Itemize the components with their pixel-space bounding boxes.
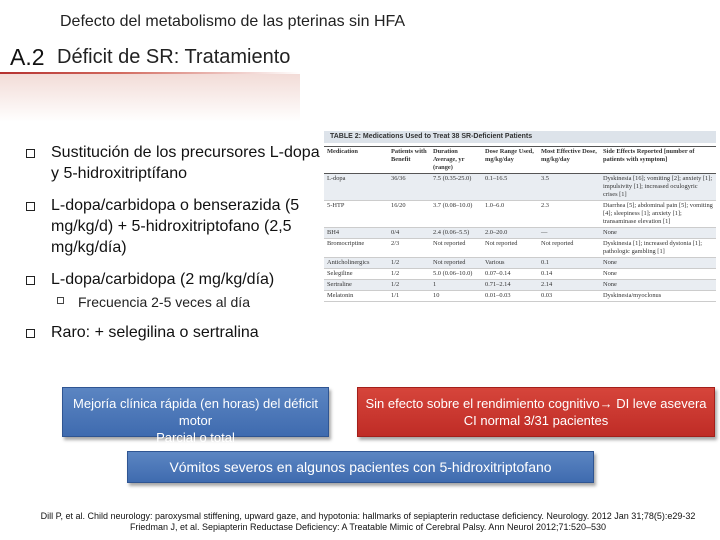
table-cell: Bromocriptine [324, 239, 388, 258]
references [38, 511, 698, 540]
bullet-item [26, 269, 326, 290]
table-cell: Anticholinergics [324, 258, 388, 269]
callout-cognitive-effect [357, 387, 715, 437]
bullet-text: Raro: + selegilina o sertralina [51, 324, 259, 341]
table-cell: Not reported [430, 258, 482, 269]
table-cell: L-dopa [324, 174, 388, 201]
table-cell: Selegiline [324, 269, 388, 280]
table-cell: Melatonin [324, 291, 388, 302]
table-cell: Dyskinesia/myoclonus [600, 291, 716, 302]
table-caption: TABLE 2: Medications Used to Treat 38 SR-Deficient Patients [324, 131, 716, 143]
bullet-item [26, 142, 326, 184]
table-cell: 1/2 [388, 269, 430, 280]
bullet-text: Sustitución de los precursores L-dopa y 5-hidroxitriptífano [51, 144, 320, 182]
table-row [324, 291, 716, 302]
table-row [324, 174, 716, 201]
table-cell: 0.14 [538, 269, 600, 280]
square-bullet-icon [26, 202, 35, 211]
table-row [324, 280, 716, 291]
bullet-item [26, 322, 326, 343]
table-cell: 3.7 (0.08–10.0) [430, 201, 482, 228]
sub-bullet-text: Frecuencia 2-5 veces al día [78, 294, 250, 310]
table-cell: — [538, 228, 600, 239]
table-header-cell: Patients with Benefit [388, 147, 430, 174]
table-cell: 5.0 (0.06–10.0) [430, 269, 482, 280]
table-cell: Dyskinesia [16]; vomiting [2]; anxiety [1]; impulsivity [1]; increased oculogyric crises [1] [600, 174, 716, 201]
table-cell: 0.03 [538, 291, 600, 302]
reference-item: Dill P, et al. Child neurology: paroxysmal stiffening, upward gaze, and hypotonia: hallmarks of sepiapterin reductase deficiency. Neurology. 2012 Jan 31;78(5):e29-32 [40, 511, 696, 521]
table-cell: None [600, 269, 716, 280]
table-cell: 1 [430, 280, 482, 291]
page-title: Déficit de SR: Tratamiento [57, 46, 291, 68]
table-cell: 1.0–6.0 [482, 201, 538, 228]
square-bullet-icon [26, 276, 35, 285]
table-cell: Not reported [538, 239, 600, 258]
medications-table [324, 146, 716, 302]
table-cell: 0/4 [388, 228, 430, 239]
slide-header-title: Defecto del metabolismo de las pterinas sin HFA [60, 13, 406, 30]
table-cell: 0.71–2.14 [482, 280, 538, 291]
table-header-cell: Duration Average, yr (range) [430, 147, 482, 174]
table-cell: BH4 [324, 228, 388, 239]
table-cell: 5-HTP [324, 201, 388, 228]
table-cell: 1/2 [388, 280, 430, 291]
callout-text: Sin efecto sobre el rendimiento cognitivo→ DI leve asevera [365, 396, 707, 411]
table-header-cell: Most Effective Dose, mg/kg/day [538, 147, 600, 174]
bullet-text: L-dopa/carbidopa o benserazida (5 mg/kg/d) + 5-hidroxitriptofano (2,5 mg/kg/día) [51, 197, 300, 256]
table-row [324, 201, 716, 228]
table-cell: 0.07–0.14 [482, 269, 538, 280]
table-cell: None [600, 258, 716, 269]
table-cell: 2.14 [538, 280, 600, 291]
table-header-cell: Side Effects Reported [number of patients with symptom] [600, 147, 716, 174]
table-cell: Various [482, 258, 538, 269]
table-row [324, 269, 716, 280]
sub-bullet-item [26, 292, 326, 313]
table-cell: 2/3 [388, 239, 430, 258]
table-cell: Not reported [430, 239, 482, 258]
table-cell: Sertraline [324, 280, 388, 291]
table-cell: None [600, 228, 716, 239]
table-cell: 7.5 (0.35-25.0) [430, 174, 482, 201]
table-row [324, 228, 716, 239]
reference-item: Friedman J, et al. Sepiapterin Reductase Deficiency: A Treatable Mimic of Cerebral Palsy. Ann Neurol 2012;71:520–530 [129, 522, 607, 532]
table-cell: 0.1–16.5 [482, 174, 538, 201]
table-row [324, 258, 716, 269]
table-cell: 1/1 [388, 291, 430, 302]
callout-text: Mejoría clínica rápida (en horas) del déficit motor [73, 396, 318, 428]
table-cell: 0.1 [538, 258, 600, 269]
section-number: A.2 [10, 44, 45, 70]
table-cell: 36/36 [388, 174, 430, 201]
callout-text: Parcial o total [156, 430, 235, 445]
square-bullet-icon [26, 329, 35, 338]
bullet-text: L-dopa/carbidopa (2 mg/kg/día) [51, 271, 275, 288]
medications-table-image [322, 128, 718, 359]
table-cell: 2.0–20.0 [482, 228, 538, 239]
table-cell: 2.3 [538, 201, 600, 228]
callout-text: CI normal 3/31 pacientes [463, 413, 609, 428]
bullet-item [26, 195, 326, 258]
table-row [324, 239, 716, 258]
table-cell: 1/2 [388, 258, 430, 269]
table-cell: None [600, 280, 716, 291]
table-cell: Not reported [482, 239, 538, 258]
table-cell: 10 [430, 291, 482, 302]
table-cell: Diarrhea [5]; abdominal pain [5]; vomiting [4]; sleepiness [1]; anxiety [1]; transaminase elevation [1] [600, 201, 716, 228]
table-header-row [324, 147, 716, 174]
table-cell: 0.01–0.03 [482, 291, 538, 302]
table-header-cell: Medication [324, 147, 388, 174]
callout-vomiting: Vómitos severos en algunos pacientes con 5-hidroxitriptofano [127, 451, 594, 483]
table-cell: 16/20 [388, 201, 430, 228]
table-cell: Dyskinesia [1]; increased dystonia [1]; pathologic gambling [1] [600, 239, 716, 258]
table-header-cell: Dose Range Used, mg/kg/day [482, 147, 538, 174]
table-cell: 2.4 (0.06–5.5) [430, 228, 482, 239]
callout-motor-improvement [62, 387, 329, 445]
square-bullet-icon [57, 297, 64, 304]
header-shade [0, 74, 300, 122]
square-bullet-icon [26, 149, 35, 158]
bullet-list [26, 142, 326, 354]
table-cell: 3.5 [538, 174, 600, 201]
